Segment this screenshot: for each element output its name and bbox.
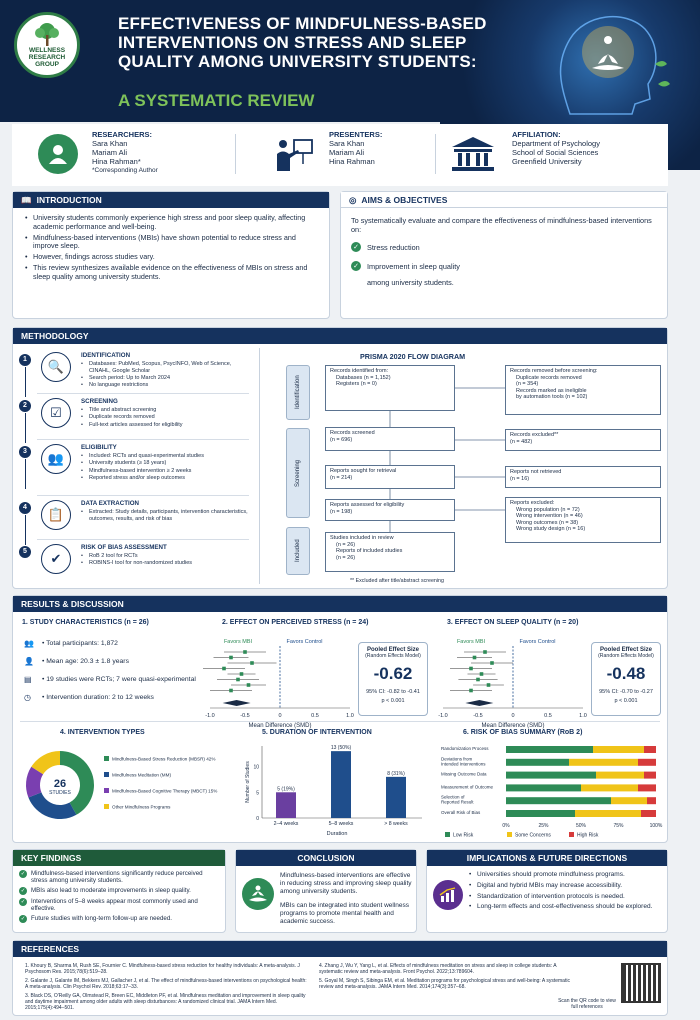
bar-value-label: 8 (31%) <box>387 770 405 777</box>
references-left <box>25 963 307 1014</box>
step-number: 1 <box>19 354 31 366</box>
favors-left-label: Favors MBI <box>456 639 486 645</box>
poster-subtitle: A SYSTEMATIC REVIEW <box>118 91 315 110</box>
rob-segment <box>596 772 644 779</box>
growth-chart-icon <box>433 880 463 910</box>
poster-title: EFFECT!VENESS OF MINDFULNESS-BASED INTERVENTIONS ON STRESS AND SLEEP QUALITY AMONG UNIVERSITY STUDENTS: <box>118 14 487 71</box>
key-findings-section <box>12 849 226 933</box>
rob-segment <box>647 797 656 804</box>
prisma-line: (n = 214) <box>330 474 353 481</box>
list-item: • Standardization of intervention protocols is needed. <box>469 893 665 901</box>
introduction-heading: INTRODUCTION <box>36 195 102 205</box>
presenter-name: Hina Rahman <box>329 157 375 166</box>
finding-item <box>19 898 219 913</box>
effect-box-title: Pooled Effect Size <box>599 647 652 653</box>
legend-label: Mindfulness-Based Stress Reduction (MBSR) 42% <box>112 756 216 762</box>
category-label: 5–8 weeks <box>328 821 354 827</box>
x-axis-label: Mean Difference (SMD) <box>248 723 312 729</box>
pie-center-label: STUDIES <box>49 790 71 796</box>
prisma-line: Databases (n = 1,152) <box>336 374 391 381</box>
calendar-person-icon: 👤 <box>24 657 34 666</box>
prisma-line: Reports excluded: <box>510 500 555 506</box>
prisma-line: Reports not retrieved <box>510 469 562 475</box>
qr-note: Scan the QR code to view full references <box>558 998 616 1010</box>
rob-segment <box>581 784 638 791</box>
meditation-icon <box>242 878 274 910</box>
study-char-text: • Intervention duration: 2 to 12 weeks <box>42 694 154 701</box>
legend-swatch <box>445 832 450 837</box>
step-number: 4 <box>19 502 31 514</box>
rob-tick-label: 0% <box>502 822 510 829</box>
category-label: > 8 weeks <box>384 821 408 827</box>
rob-segment <box>644 772 656 779</box>
effect-value: -0.48 <box>606 664 646 683</box>
rob-segment <box>644 746 656 753</box>
stage-included: Included <box>286 527 310 575</box>
aims-intro: To systematically evaluate and compare the effectiveness of mindfulness-based interventions on: <box>351 216 652 234</box>
prisma-line: Wrong outcomes (n = 38) <box>516 519 579 526</box>
sleep-title: 3. EFFECT ON SLEEP QUALITY (n = 20) <box>447 619 579 626</box>
rob-segment <box>593 746 644 753</box>
results-heading: RESULTS & DISCUSSION <box>21 599 124 609</box>
x-axis-label: Mean Difference (SMD) <box>481 723 545 729</box>
prisma-line: Records identified from: <box>330 368 389 374</box>
favors-right-label: Favors Control <box>519 639 556 645</box>
prisma-line: Reports assessed for eligibility <box>330 502 405 508</box>
presenters-heading: PRESENTERS: <box>329 130 383 139</box>
rob-segment <box>641 810 656 817</box>
reference-item: 1. Khoury B, Sharma M, Rush SE, Fournier C. Mindfulness-based stress reduction for healthy individuals: A meta-analysis. J Psychosom Res. 2015;78(6):519–28. <box>25 963 300 975</box>
duration-bar <box>386 777 406 818</box>
prisma-line: Records screened <box>330 430 375 436</box>
aims-tail: among university students. <box>367 278 454 287</box>
tick-label: -0.5 <box>473 713 483 719</box>
rob-segment <box>506 759 569 766</box>
prisma-line: (n = 16) <box>510 475 530 482</box>
book-icon: 📖 <box>21 195 32 205</box>
list-item: • Full-text articles assessed for eligibility <box>81 422 251 429</box>
legend-label: Mindfulness Meditation (MM) <box>112 772 171 778</box>
finding-text: Future studies with long-term follow-up are needed. <box>31 915 173 923</box>
chart-check-icon: ✔ <box>41 544 71 574</box>
rob-tick-label: 100% <box>649 822 663 829</box>
step-title: SCREENING <box>81 398 118 405</box>
document-icon: ▤ <box>24 675 32 684</box>
rob-segment <box>506 772 596 779</box>
conclusion-heading: CONCLUSION <box>297 853 355 863</box>
conclusion-header <box>236 850 416 866</box>
conclusion-p2: MBIs can be integrated into student wellness programs to promote mental health and academic success. <box>280 902 409 925</box>
rob-category-label: Reported Result <box>441 799 474 805</box>
rob-tick-label: 25% <box>538 822 549 829</box>
aim-text: Improvement in sleep quality <box>367 261 460 271</box>
study-char-text: • Total participants: 1,872 <box>42 640 118 647</box>
legend-label: Low Risk <box>453 832 474 839</box>
prisma-footnote: ** Excluded after title/abstract screening <box>350 578 444 584</box>
rob-segment <box>569 759 638 766</box>
rob-segment <box>638 759 656 766</box>
rob-category-label: Measurement of Outcome <box>441 784 494 790</box>
list-item: • Search period: Up to March 2024 <box>81 375 251 382</box>
affiliation-line: Department of Psychology <box>512 139 600 148</box>
aim-text: Stress reduction <box>367 242 420 252</box>
tick-label: -1.0 <box>205 713 215 719</box>
prisma-line: (n = 26) <box>336 554 356 561</box>
prisma-line: (n = 26) <box>336 541 356 548</box>
prisma-line: Registers (n = 0) <box>336 381 377 388</box>
target-icon: ◎ <box>349 194 357 205</box>
y-axis-label: Number of Studies <box>245 761 251 803</box>
implications-heading: IMPLICATIONS & FUTURE DIRECTIONS <box>466 853 628 863</box>
check-icon: ✓ <box>20 898 26 905</box>
list-item: • No language restrictions <box>81 382 251 389</box>
effect-box-title: Pooled Effect Size <box>366 647 419 653</box>
affiliation-line: School of Social Sciences <box>512 148 599 157</box>
legend-swatch <box>104 804 109 809</box>
legend-swatch <box>507 832 512 837</box>
duration-bar <box>276 792 296 818</box>
step-title: IDENTIFICATION <box>81 352 131 359</box>
check-icon: ✓ <box>20 871 26 877</box>
legend-label: High Risk <box>577 832 599 839</box>
step-number: 2 <box>19 400 31 412</box>
implications-list <box>469 871 665 914</box>
reference-item: 4. Zhang J, Wu Y, Yang L, et al. Effects of mindfulness meditation on stress and sleep in college students: A systematic review and meta-analysis. Front Psychol. 2022;13:789604. <box>319 963 557 975</box>
category-label: 2–4 weeks <box>273 821 299 827</box>
prisma-line: (n = 354) <box>516 381 539 388</box>
effect-box-sub: (Random Effects Model) <box>365 653 421 659</box>
clock-icon: ◷ <box>24 693 31 702</box>
rob-category-label: Intended Interventions <box>441 761 486 767</box>
finding-text: Mindfulness-based interventions significantly reduce perceived stress among university students. <box>31 870 203 885</box>
rob-segment <box>638 784 656 791</box>
list-item: • Duplicate records removed <box>81 414 251 421</box>
prisma-line: Reports of included studies <box>336 548 403 555</box>
y-tick-label: 5 <box>256 790 259 797</box>
step-title: RISK OF BIAS ASSESSMENT <box>81 544 167 551</box>
effect-box-sub: (Random Effects Model) <box>598 653 654 659</box>
affiliation-heading: AFFILIATION: <box>512 130 561 139</box>
effect-ci: 95% CI: -0.82 to -0.41 <box>366 689 420 695</box>
list-item: • Long-term effects and cost-effectiveness should be explored. <box>469 903 665 911</box>
stage-identification: Identification <box>286 365 310 420</box>
finding-item <box>19 870 219 885</box>
tick-label: 0.5 <box>544 713 552 719</box>
legend-label: Other Mindfulness Programs <box>112 804 171 810</box>
rob-title: 6. RISK OF BIAS SUMMARY (RoB 2) <box>463 729 583 736</box>
presenter-name: Mariam Ali <box>329 148 365 157</box>
list-item: • Mindfulness-based intervention ≥ 2 weeks <box>81 468 251 475</box>
prisma-line: Duplicate records removed <box>516 374 582 381</box>
references-header <box>13 941 667 957</box>
stage-screening: Screening <box>286 428 310 518</box>
list-item: • Universities should promote mindfulness programs. <box>469 871 665 879</box>
corresponding-note: *Corresponding Author <box>92 167 158 174</box>
tick-label: 0 <box>511 713 515 719</box>
rob-segment <box>506 746 593 753</box>
list-item: • University students commonly experience high stress and poor sleep quality, affecting academic performance and well-being. <box>25 214 319 232</box>
legend-label: Mindfulness-Based Cognitive Therapy (MBCT) 15% <box>112 788 218 794</box>
x-axis-label: Duration <box>326 831 348 837</box>
rob-category-label: Selection of <box>441 794 465 800</box>
check-icon: ✓ <box>20 888 26 895</box>
people-icon: 👥 <box>41 444 71 474</box>
legend-swatch <box>104 756 109 761</box>
rob-segment <box>611 797 647 804</box>
rob-category-label: Missing Outcome Data <box>441 771 487 777</box>
prisma-line: Wrong population (n = 72) <box>516 506 580 513</box>
rob-segment <box>506 784 581 791</box>
legend-swatch <box>104 788 109 793</box>
legend-swatch <box>569 832 574 837</box>
researcher-name: Sara Khan <box>92 139 128 148</box>
list-item: • Extracted: Study details, participants, intervention characteristics, outcomes, results, and risk of bias <box>81 509 251 523</box>
list-item: • However, findings across studies vary. <box>25 253 319 262</box>
effect-value: -0.62 <box>373 664 413 683</box>
reference-item: 5. Goyal M, Singh S, Sibinga EM, et al. Meditation programs for psychological stress and well-being: A systematic review and meta-analysis. JAMA Intern Med. 2014;174(3):357–68. <box>319 978 570 990</box>
study-char-text: • Mean age: 20.3 ± 1.8 years <box>42 658 129 665</box>
prisma-line: Wrong study design (n = 16) <box>516 526 586 533</box>
key-findings-heading: KEY FINDINGS <box>21 853 82 863</box>
list-item: • Reported stress and/or sleep outcomes <box>81 475 251 482</box>
implications-header <box>427 850 667 866</box>
list-item: • RoB 2 tool for RCTs <box>81 553 251 560</box>
prisma-line: Records excluded** <box>510 432 559 438</box>
rob-category-label: Overall Risk of Bias <box>441 810 481 815</box>
researcher-name: Mariam Ali <box>92 148 128 157</box>
prisma-line: (n = 696) <box>330 436 353 443</box>
step-number: 5 <box>19 546 31 558</box>
list-item: • Digital and hybrid MBIs may increase accessibility. <box>469 882 665 890</box>
duration-bar <box>331 751 351 818</box>
list-item: • ROBINS-I tool for non-randomized studies <box>81 560 251 567</box>
step-number: 3 <box>19 446 31 458</box>
key-findings-list <box>13 866 225 923</box>
list-item: • This review synthesizes available evidence on the effectiveness of MBIs on stress and sleep quality among university students. <box>25 264 319 282</box>
check-icon: ✓ <box>351 242 361 252</box>
prisma-title: PRISMA 2020 FLOW DIAGRAM <box>360 352 466 361</box>
presenter-name: Sara Khan <box>329 139 365 148</box>
researcher-name: Hina Rahman* <box>92 157 141 166</box>
people-icon: 👥 <box>24 639 34 648</box>
conclusion-p1: Mindfulness-based interventions are effective in reducing stress and improving sleep quality among university students. <box>280 872 412 895</box>
finding-item <box>19 915 219 923</box>
rob-tick-label: 50% <box>575 822 587 829</box>
check-icon: ✓ <box>20 916 26 923</box>
legend-swatch <box>104 772 109 777</box>
prisma-line: by automation tools (n = 102) <box>516 394 588 401</box>
references-heading: REFERENCES <box>21 944 80 954</box>
tick-label: 0.5 <box>311 713 319 719</box>
conclusion-section <box>235 849 417 933</box>
pie-slice <box>28 792 76 819</box>
list-item: • University students (≥ 18 years) <box>81 460 251 467</box>
bar-value-label: 13 (50%) <box>330 745 352 752</box>
effect-ci: 95% CI: -0.70 to -0.27 <box>599 689 653 695</box>
references-section <box>12 940 668 1016</box>
duration-title: 5. DURATION OF INTERVENTION <box>262 729 372 736</box>
implications-section <box>426 849 668 933</box>
checklist-icon: ☑ <box>41 398 71 428</box>
study-char-text: • 19 studies were RCTs; 7 were quasi-experimental <box>42 676 196 683</box>
step-title: DATA EXTRACTION <box>81 500 139 507</box>
finding-text: Interventions of 5–8 weeks appear most commonly used and effective. <box>31 897 198 913</box>
reference-item: 3. Black DS, O'Reilly GA, Olmstead R, Breen EC, Middleton PF, et al. Mindfulness meditation and improvement in sleep quality and daytime impairment among older adults with sleep disturbances: A randomized clinical trial. JAMA Intern Med. 2015;175(4):494–501. <box>25 993 306 1011</box>
effect-p: p < 0.001 <box>614 698 638 704</box>
tick-label: 1.0 <box>346 713 354 719</box>
stress-title: 2. EFFECT ON PERCEIVED STRESS (n = 24) <box>222 619 369 626</box>
prisma-line: (n = 198) <box>330 508 353 515</box>
rob-segment <box>575 810 641 817</box>
researchers-heading: RESEARCHERS: <box>92 130 153 139</box>
rob-segment <box>506 810 575 817</box>
affiliation-line: Greenfield University <box>512 157 582 166</box>
rob-segment <box>506 797 611 804</box>
prisma-line: Records removed before screening: <box>510 368 598 374</box>
study-char-title: 1. STUDY CHARACTERISTICS (n = 26) <box>22 619 149 626</box>
y-tick-label: 10 <box>253 764 259 771</box>
rob-category-label: Deviations from <box>441 756 473 762</box>
list-item: • Databases: PubMed, Scopus, PsycINFO, Web of Science, CINAHL, Google Scholar <box>81 361 251 375</box>
logo-text: WELLNESS RESEARCH GROUP <box>28 46 66 68</box>
finding-text: MBIs also lead to moderate improvements in sleep quality. <box>31 887 191 895</box>
list-item: • Mindfulness-based interventions (MBIs) have shown potential to reduce stress and improve sleep. <box>25 234 319 252</box>
step-title: ELIGIBILITY <box>81 444 117 451</box>
tick-label: -1.0 <box>438 713 448 719</box>
list-item: • Included: RCTs and quasi-experimental studies <box>81 453 251 460</box>
check-icon: ✓ <box>351 261 361 271</box>
key-findings-header <box>13 850 225 866</box>
prisma-line: Records marked as ineligible <box>516 387 587 394</box>
clipboard-icon: 📋 <box>41 500 71 530</box>
tick-label: 1.0 <box>579 713 587 719</box>
favors-left-label: Favors MBI <box>223 639 253 645</box>
prisma-line: Reports sought for retrieval <box>330 468 397 474</box>
pie-title: 4. INTERVENTION TYPES <box>60 729 145 736</box>
aims-heading: AIMS & OBJECTIVES <box>361 194 448 205</box>
tick-label: 0 <box>278 713 282 719</box>
list-item: • Title and abstract screening <box>81 407 251 414</box>
effect-p: p < 0.001 <box>381 698 405 704</box>
bar-value-label: 5 (19%) <box>277 786 295 793</box>
methodology-heading: METHODOLOGY <box>21 331 89 341</box>
search-document-icon: 🔍 <box>41 352 71 382</box>
qr-code[interactable] <box>621 963 661 1003</box>
references-right <box>319 963 577 993</box>
favors-right-label: Favors Control <box>286 639 323 645</box>
finding-item <box>19 887 219 895</box>
legend-label: Some Concerns <box>515 832 551 839</box>
prisma-line: Wrong intervention (n = 46) <box>516 513 583 520</box>
pie-center-value: 26 <box>53 778 67 790</box>
rob-tick-label: 75% <box>613 822 624 829</box>
reference-item: 2. Galante J, Galante IM, Bekkers MJ, Gallacher J, et al. The effect of mindfulness-based interventions on psychological health: A meta-analysis. Clin Psychol Rev. 2018;63:17–33. <box>25 978 307 990</box>
tick-label: -0.5 <box>240 713 250 719</box>
prisma-line: (n = 482) <box>510 438 533 445</box>
prisma-line: Studies included in review <box>330 535 394 541</box>
rob-category-label: Randomization Process <box>441 746 489 751</box>
y-tick-label: 0 <box>256 816 259 822</box>
